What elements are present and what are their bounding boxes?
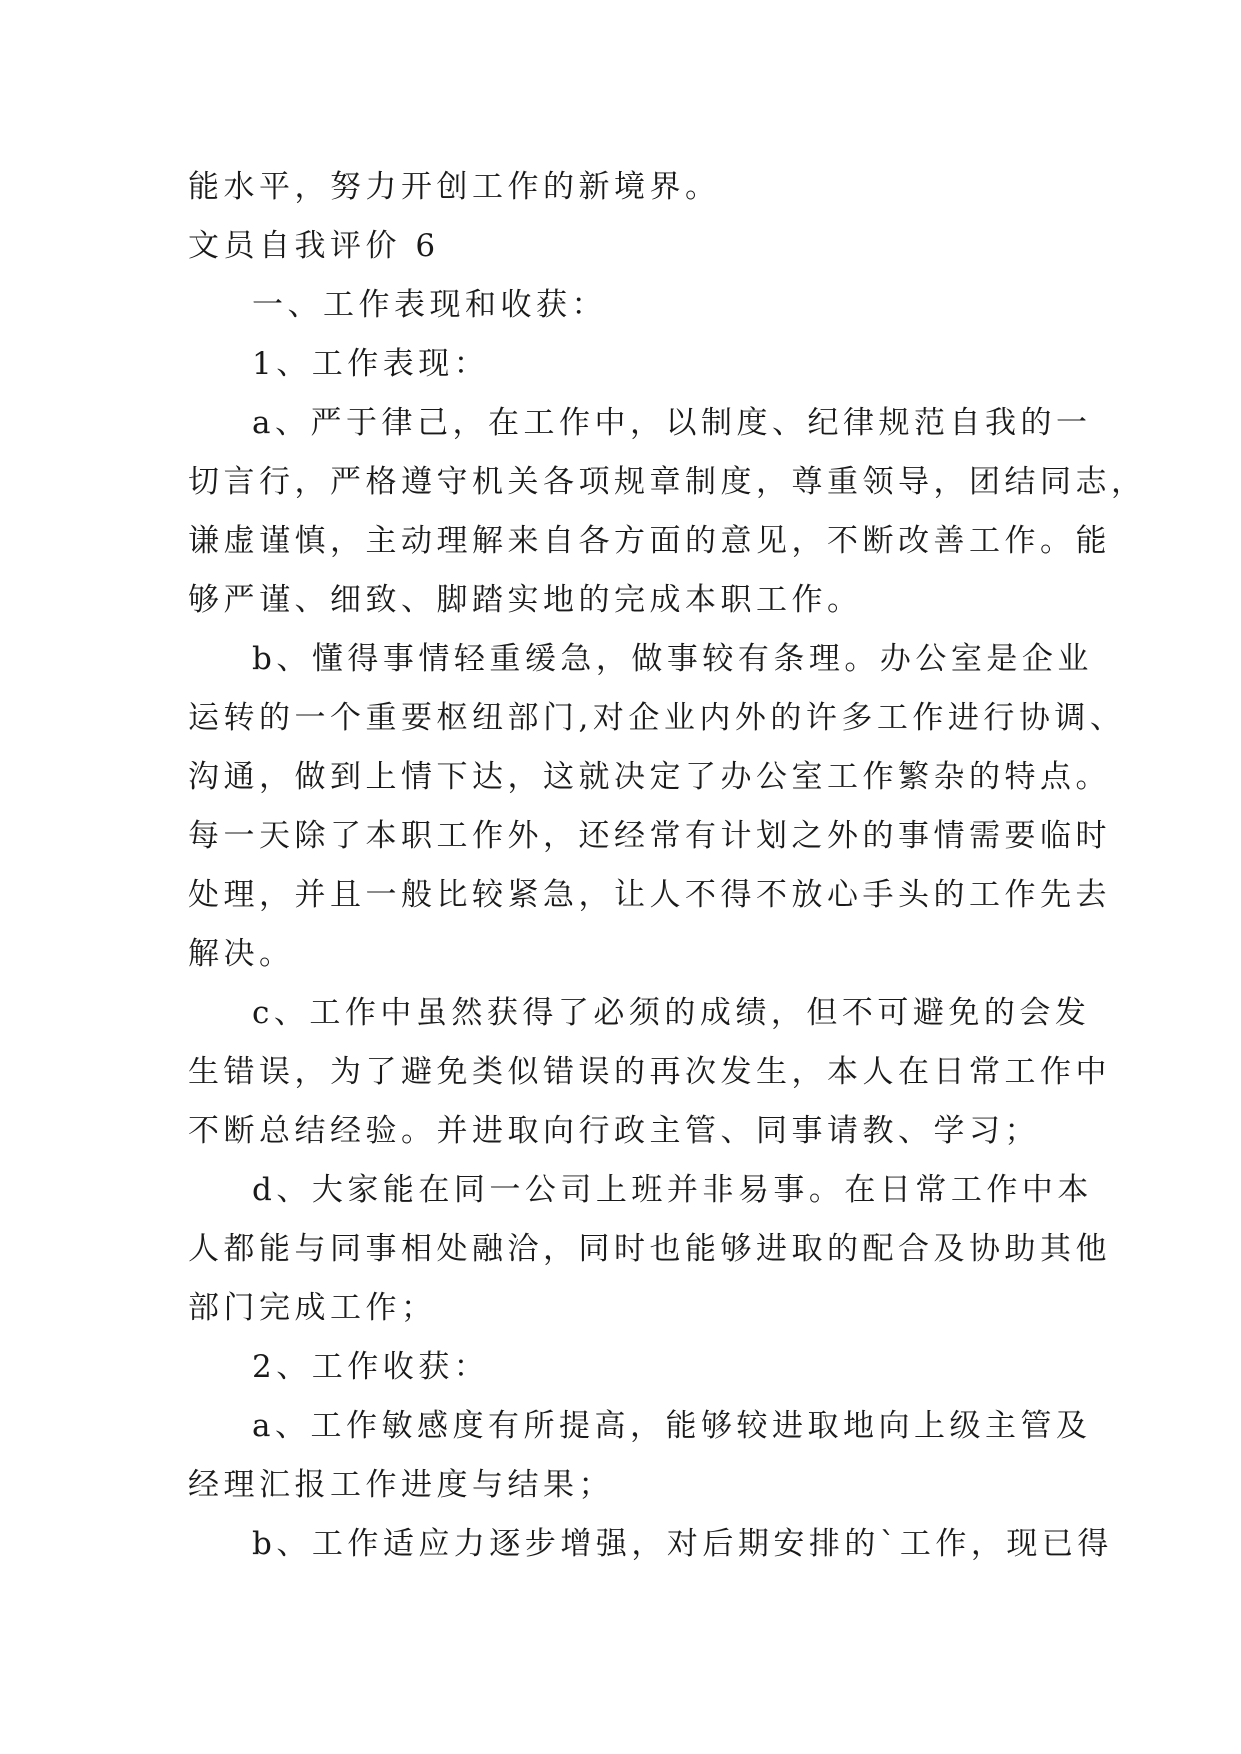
text-line: 2、工作收获：: [252, 1349, 490, 1385]
text-line: d、大家能在同一公司上班并非易事。在日常工作中本: [252, 1172, 1093, 1208]
text-line: 人都能与同事相处融洽，同时也能够进取的配合及协助其他: [188, 1231, 1111, 1267]
text-line: 沟通，做到上情下达，这就决定了办公室工作繁杂的特点。: [188, 759, 1111, 795]
text-line: 经理汇报工作进度与结果；: [188, 1467, 614, 1503]
text-line: 处理，并且一般比较紧急，让人不得不放心手头的工作先去: [188, 877, 1111, 913]
text-line: 切言行，严格遵守机关各项规章制度，尊重领导，团结同志，: [188, 464, 1147, 500]
text-line: 谦虚谨慎，主动理解来自各方面的意见，不断改善工作。能: [188, 523, 1111, 559]
text-line: 运转的一个重要枢纽部门,对企业内外的许多工作进行协调、: [188, 700, 1126, 736]
text-line: 生错误，为了避免类似错误的再次发生，本人在日常工作中: [188, 1054, 1111, 1090]
text-line: a、严于律己，在工作中，以制度、纪律规范自我的一: [252, 405, 1092, 441]
text-line: 解决。: [188, 936, 295, 972]
text-line: b、工作适应力逐步增强，对后期安排的`工作，现已得: [252, 1526, 1113, 1562]
text-line: 1、工作表现：: [252, 346, 490, 382]
text-line: a、工作敏感度有所提高，能够较进取地向上级主管及: [252, 1408, 1092, 1444]
text-line: c、工作中虽然获得了必须的成绩，但不可避免的会发: [252, 995, 1091, 1031]
text-line: 每一天除了本职工作外，还经常有计划之外的事情需要临时: [188, 818, 1111, 854]
text-line: 一、工作表现和收获：: [252, 287, 607, 323]
text-line: 部门完成工作；: [188, 1290, 437, 1326]
text-line: 够严谨、细致、脚踏实地的完成本职工作。: [188, 582, 863, 618]
text-line: 不断总结经验。并进取向行政主管、同事请教、学习；: [188, 1113, 1040, 1149]
text-line: 能水平，努力开创工作的新境界。: [188, 169, 721, 205]
section-heading: 文员自我评价 6: [188, 228, 440, 264]
document-body: [188, 158, 1147, 1574]
text-line: b、懂得事情轻重缓急，做事较有条理。办公室是企业: [252, 641, 1093, 677]
